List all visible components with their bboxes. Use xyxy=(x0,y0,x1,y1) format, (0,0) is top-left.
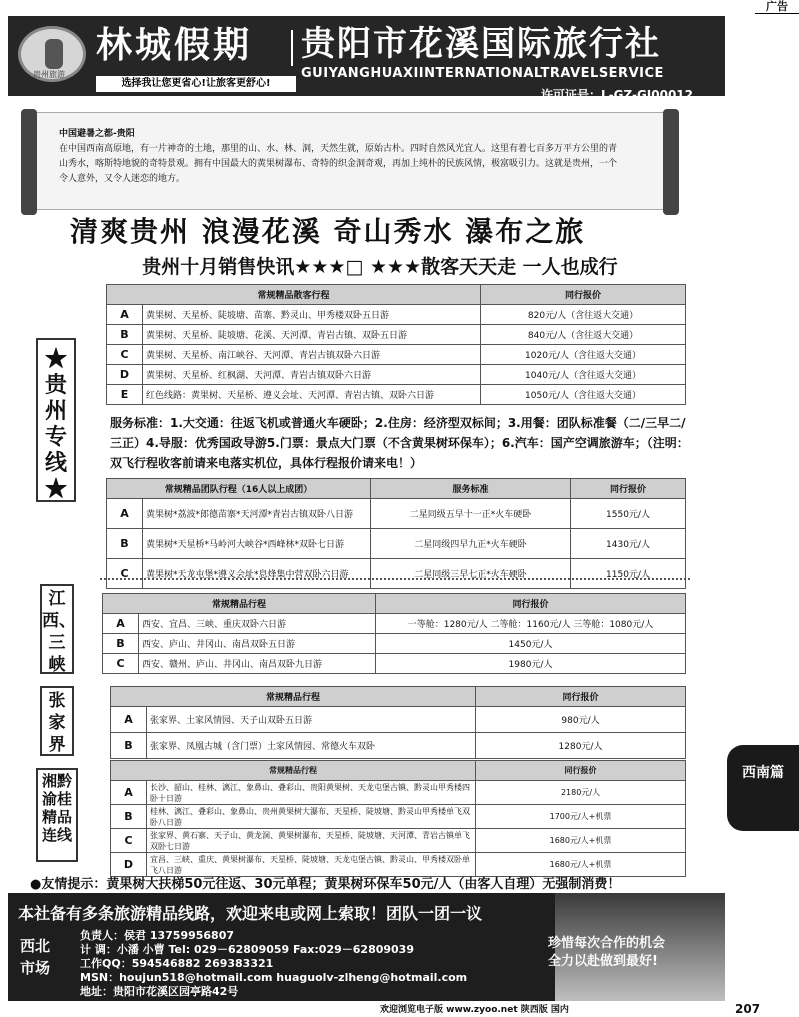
table-row: A 长沙、韶山、桂林、漓江、象鼻山、叠彩山、贵阳黄果树、天龙屯堡古镇、黔灵山甲秀楼四卧十日游 2180元/人 xyxy=(111,781,686,805)
col-header: 同行报价 xyxy=(476,687,686,707)
side-label-combo: 湘黔渝桂精品连线 xyxy=(36,768,78,862)
table-row: A 黄果树*荔波*郎德苗寨*天河潭*青岩古镇双卧八日游 二星同级五早十一正*火车硬卧 1550元/人 xyxy=(107,499,686,529)
contact-info: 负责人：侯君 13759956807 计 调：小潘 小曹 Tel: 029－62809059 Fax:029－62809039 工作QQ：594546882 269383321 MSN：houjun518@hotmail.com huaguolv-zlheng@hotmail.com 地址：贵阳市花溪区园亭路42号 xyxy=(80,929,468,998)
logo-icon: 贵州旅游 xyxy=(18,26,86,82)
combo-table xyxy=(110,760,686,877)
col-header: 同行报价 xyxy=(476,761,686,781)
service-standard: 服务标准：1.大交通：往返飞机或普通火车硬卧；2.住房：经济型双标间；3.用餐：团队标准餐（二/三早二/三正）4.导服：优秀国政导游5.门票：景点大门票（不含黄果树环保车）；6.汽车：国产空调旅游车；（注明：双飞行程收客前请来电落实机位，具体行程报价请来电！） xyxy=(110,416,689,470)
col-header: 常规精品散客行程 xyxy=(107,285,481,305)
table-row: B 黄果树、天星桥、陡坡塘、花溪、天河潭、青岩古镇、双卧五日游 840元/人（含往返大交通） xyxy=(107,325,686,345)
footer-region: 西北市场 xyxy=(19,937,50,977)
brand-name: 林城假期 xyxy=(96,25,253,66)
region-tab: 西南篇 xyxy=(727,745,799,831)
divider xyxy=(291,30,293,66)
side-label-jiangxi: 江西、三峡 xyxy=(40,584,74,674)
table-row: C 张家界、黄石寨、天子山、黄龙洞、黄果树瀑布、天星桥、陡坡塘、天河潭、青岩古镇单飞双卧七日游 1680元/人+机票 xyxy=(111,829,686,853)
footer-contact xyxy=(8,893,725,1001)
col-header: 同行报价 xyxy=(481,285,686,305)
jiangxi-table xyxy=(102,593,686,674)
table-row: B 张家界、凤凰古城（含门票）土家风情园、常德火车双卧 1280元/人 xyxy=(111,733,686,759)
col-header: 常规精品行程 xyxy=(111,687,476,707)
footer-tagline: 本社备有多条旅游精品线路，欢迎来电或网上索取！团队一团一议 xyxy=(18,904,483,923)
header-banner xyxy=(8,16,725,102)
intro-scroll xyxy=(28,112,672,210)
table-row: D 黄果树、天星桥、红枫湖、天河潭、青岩古镇双卧六日游 1040元/人（含往返大交通） xyxy=(107,365,686,385)
scroll-rod-icon xyxy=(663,109,679,215)
scroll-rod-icon xyxy=(21,109,37,215)
table-row: A 张家界、土家风情园、天子山双卧五日游 980元/人 xyxy=(111,707,686,733)
subheadline: 贵州十月销售快讯★★★□ ★★★散客天天走 一人也成行 xyxy=(142,256,618,278)
side-label-zhangjiajie: 张家界 xyxy=(40,686,74,756)
col-header: 常规精品行程 xyxy=(103,594,376,614)
guizhou-table xyxy=(106,284,686,405)
slogan: 选择我让您更省心!让旅客更舒心! xyxy=(96,76,296,92)
table-row: A 黄果树、天星桥、陡坡塘、苗寨、黔灵山、甲秀楼双卧五日游 820元/人（含往返大交通） xyxy=(107,305,686,325)
table-row: A 西安、宜昌、三峡、重庆双卧六日游 一等舱：1280元/人 二等舱：1160元/人 三等舱：1080元/人 xyxy=(103,614,686,634)
zhangjiajie-table xyxy=(110,686,686,759)
table-row: C 黄果树、天星桥、南江峡谷、天河潭、青岩古镇双卧六日游 1020元/人（含往返大交通） xyxy=(107,345,686,365)
table-row: B 黄果树*天星桥*马岭河大峡谷*西峰林*双卧七日游 二星同级四早九正*火车硬卧 1430元/人 xyxy=(107,529,686,559)
col-header: 常规精品团队行程（16人以上成团） xyxy=(107,479,371,499)
table-row: B 西安、庐山、井冈山、南昌双卧五日游 1450元/人 xyxy=(103,634,686,654)
group-table xyxy=(106,478,686,589)
ad-tag: 广告 xyxy=(755,0,799,14)
table-row: E 红色线路：黄果树、天星桥、遵义会址、天河潭、青岩古镇、双卧六日游 1050元/人（含往返大交通） xyxy=(107,385,686,405)
table-row: C 黄果树*天龙屯堡*遵义会址*息烽集中营双卧六日游 二星同级三早七正*火车硬卧 1150元/人 xyxy=(107,559,686,589)
divider xyxy=(100,578,690,586)
table-row: D 宜昌、三峡、重庆、黄果树瀑布、天星桥、陡坡塘、天龙屯堡古镇、黔灵山、甲秀楼双卧单飞八日游 1680元/人+机票 xyxy=(111,853,686,877)
col-header: 同行报价 xyxy=(571,479,686,499)
agency-name: 贵阳市花溪国际旅行社 xyxy=(301,24,661,64)
promo-text: 珍惜每次合作的机会 全力以赴做到最好! xyxy=(548,936,666,969)
side-label-guizhou: ★贵州专线★ xyxy=(36,338,76,502)
intro-text: 中国避暑之都-贵阳 在中国西南高原地，有一片神奇的土地，那里的山、水、林、洞，天然生就，原始古朴。四时自然风光宜人。这里有着七百多万平方公里的青山秀水，喀斯特地貌的奇特景观。拥有中国最大的黄果树瀑布、奇特的织金洞奇观，再加上纯朴的民族风情，极富吸引力。这就是贵州，一个令人意外，又令人迷恋的地方。 xyxy=(59,129,618,184)
bottom-bar: 欢迎浏览电子版 www.zyoo.net 陕西版 国内 xyxy=(380,1005,569,1015)
table-row: C 西安、赣州、庐山、井冈山、南昌双卧九日游 1980元/人 xyxy=(103,654,686,674)
table-row: B 桂林、漓江、叠彩山、象鼻山、贵州黄果树大瀑布、天星桥、陡坡塘、黔灵山甲秀楼单飞双卧八日游 1700元/人+机票 xyxy=(111,805,686,829)
page-number: 207 xyxy=(735,1002,761,1016)
col-header: 常规精品行程 xyxy=(111,761,476,781)
license-number: 许可证号：L-GZ-GJ00012 xyxy=(541,88,694,102)
agency-name-en: GUIYANGHUAXIINTERNATIONALTRAVELSERVICE xyxy=(301,66,664,81)
headline: 清爽贵州 浪漫花溪 奇山秀水 瀑布之旅 xyxy=(70,215,586,248)
col-header: 同行报价 xyxy=(376,594,686,614)
friendly-tip: ●友情提示：黄果树大扶梯50元往返、30元单程；黄果树环保车50元/人（由客人自理）无强制消费！ xyxy=(30,877,621,892)
col-header: 服务标准 xyxy=(371,479,571,499)
